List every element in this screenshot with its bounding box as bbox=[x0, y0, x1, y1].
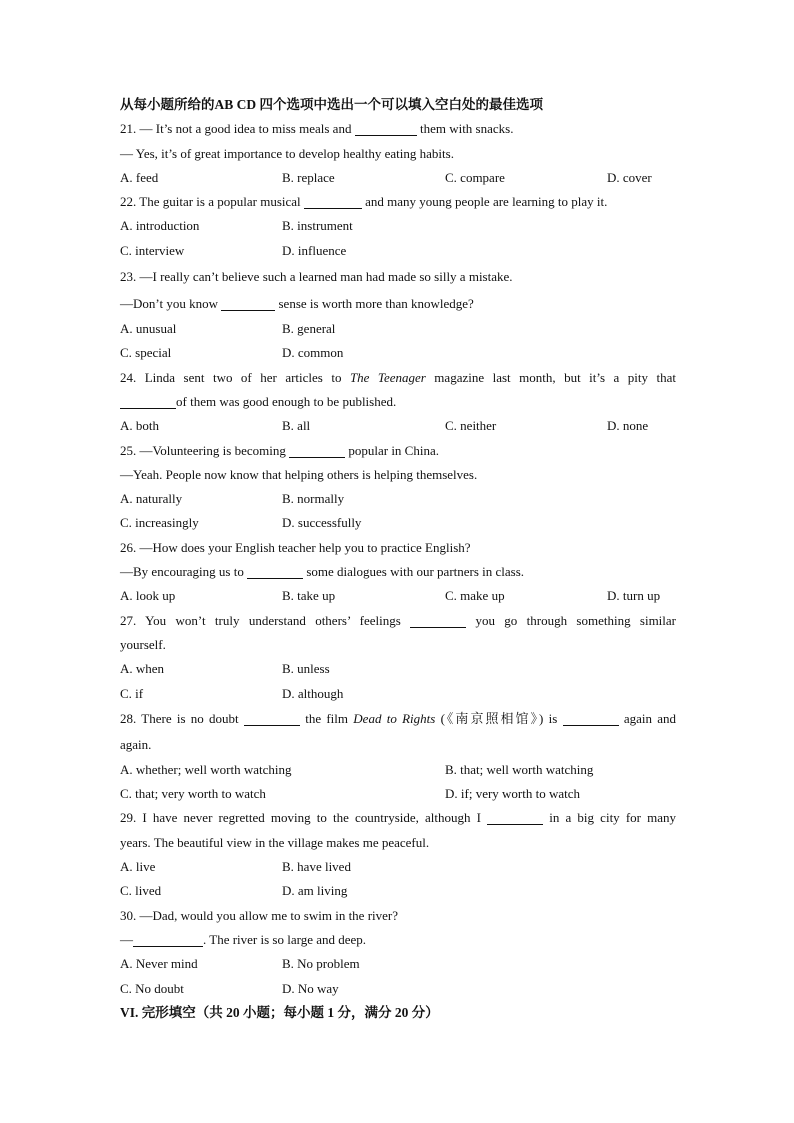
question-30-reply: — . The river is so large and deep. bbox=[120, 931, 367, 947]
option-d: D. No way bbox=[282, 980, 339, 996]
question-29-options-row2 bbox=[120, 879, 676, 903]
exam-page bbox=[120, 93, 676, 1025]
question-28-stem-cont: again. bbox=[120, 736, 152, 752]
option-a: A. feed bbox=[120, 169, 159, 185]
option-c: C. increasingly bbox=[120, 515, 199, 531]
section-title: VI. 完形填空（共 20 小题；每小题 1 分，满分 20 分） bbox=[120, 1004, 439, 1020]
option-a: A. whether; well worth watching bbox=[120, 761, 292, 777]
option-a: A. both bbox=[120, 418, 159, 434]
answer-blank bbox=[487, 810, 543, 825]
option-d: D. although bbox=[282, 685, 344, 701]
question-22-stem: 22. The guitar is a popular musical and many young people are learning to play it. bbox=[120, 194, 608, 210]
option-b: B. take up bbox=[282, 588, 336, 604]
question-23-reply: —Don’t you know sense is worth more than knowledge? bbox=[120, 296, 474, 312]
question-29-options-row1 bbox=[120, 855, 676, 879]
option-d: D. common bbox=[282, 345, 344, 361]
option-b: B. general bbox=[282, 321, 336, 337]
question-27-options-row1 bbox=[120, 657, 676, 681]
question-28-options-row2 bbox=[120, 782, 676, 806]
option-c: C. No doubt bbox=[120, 980, 184, 996]
option-a: A. naturally bbox=[120, 491, 183, 507]
question-28-options-row1 bbox=[120, 758, 676, 782]
question-27-stem: 27. You won’t truly understand others’ feelings you go through something similar bbox=[120, 612, 676, 628]
option-c: C. compare bbox=[445, 169, 505, 185]
question-24-stem-cont: of them was good enough to be published. bbox=[120, 390, 676, 414]
option-a: A. introduction bbox=[120, 218, 200, 234]
option-d: D. cover bbox=[607, 169, 652, 185]
option-a: A. when bbox=[120, 661, 165, 677]
question-28-stem: 28. There is no doubt the film Dead to Rights (《南京照相馆》) is again and bbox=[120, 710, 677, 726]
option-b: B. that; well worth watching bbox=[445, 761, 594, 777]
question-30-options-row1 bbox=[120, 952, 676, 976]
question-25-reply: —Yeah. People now know that helping others is helping themselves. bbox=[120, 466, 478, 482]
option-d: D. turn up bbox=[607, 588, 661, 604]
question-26-reply: —By encouraging us to some dialogues with our partners in class. bbox=[120, 564, 525, 580]
option-c: C. special bbox=[120, 345, 172, 361]
question-24-options bbox=[120, 414, 676, 438]
option-b: B. normally bbox=[282, 491, 345, 507]
question-23-options-row2 bbox=[120, 341, 676, 365]
question-26-options bbox=[120, 584, 676, 608]
section-instruction: 从每小题所给的AB CD 四个选项中选出一个可以填入空白处的最佳选项 bbox=[120, 97, 544, 112]
option-b: B. instrument bbox=[282, 218, 353, 234]
option-c: C. if bbox=[120, 685, 144, 701]
answer-blank bbox=[221, 296, 275, 311]
answer-blank bbox=[563, 711, 619, 726]
question-21-stem: 21. — It’s not a good idea to miss meals and them with snacks. bbox=[120, 121, 514, 137]
question-25-stem: 25. —Volunteering is becoming popular in China. bbox=[120, 442, 439, 458]
option-c: C. that; very worth to watch bbox=[120, 786, 266, 802]
option-d: D. successfully bbox=[282, 515, 362, 531]
question-21-reply: — Yes, it’s of great importance to develop healthy eating habits. bbox=[120, 145, 454, 161]
option-d: D. if; very worth to watch bbox=[445, 786, 581, 802]
question-27-stem-cont: yourself. bbox=[120, 636, 166, 652]
option-c: C. lived bbox=[120, 883, 162, 899]
option-d: D. influence bbox=[282, 242, 347, 258]
question-30-options-row2 bbox=[120, 977, 676, 1001]
question-29-stem: 29. I have never regretted moving to the countryside, although I in a big city for many bbox=[120, 810, 676, 826]
option-b: B. unless bbox=[282, 661, 330, 677]
option-c: C. make up bbox=[445, 588, 505, 604]
question-25-options-row2 bbox=[120, 511, 676, 535]
option-c: C. interview bbox=[120, 242, 185, 258]
question-25-options-row1 bbox=[120, 487, 676, 511]
answer-blank bbox=[133, 932, 203, 947]
option-c: C. neither bbox=[445, 418, 497, 434]
question-30-stem: 30. —Dad, would you allow me to swim in the river? bbox=[120, 907, 399, 923]
answer-blank bbox=[304, 194, 362, 209]
answer-blank bbox=[289, 443, 345, 458]
question-29-stem-cont: years. The beautiful view in the village makes me peaceful. bbox=[120, 834, 430, 850]
option-b: B. all bbox=[282, 418, 311, 434]
question-22-options-row2 bbox=[120, 239, 676, 263]
option-a: A. live bbox=[120, 859, 156, 875]
option-a: A. Never mind bbox=[120, 956, 198, 972]
answer-blank bbox=[247, 564, 303, 579]
question-23-stem: 23. —I really can’t believe such a learned man had made so silly a mistake. bbox=[120, 269, 513, 285]
answer-blank bbox=[120, 394, 176, 409]
option-b: B. have lived bbox=[282, 859, 351, 875]
option-d: D. am living bbox=[282, 883, 348, 899]
option-b: B. replace bbox=[282, 169, 335, 185]
question-26-stem: 26. —How does your English teacher help you to practice English? bbox=[120, 539, 471, 555]
option-a: A. look up bbox=[120, 588, 176, 604]
question-22-options-row1 bbox=[120, 214, 676, 238]
option-a: A. unusual bbox=[120, 321, 177, 337]
question-27-options-row2 bbox=[120, 682, 676, 706]
option-b: B. No problem bbox=[282, 956, 360, 972]
answer-blank bbox=[410, 613, 466, 628]
question-23-options-row1 bbox=[120, 317, 676, 341]
question-21-options bbox=[120, 166, 676, 190]
option-d: D. none bbox=[607, 418, 649, 434]
answer-blank bbox=[355, 121, 417, 136]
answer-blank bbox=[244, 711, 300, 726]
question-24-stem: 24. Linda sent two of her articles to The Teenager magazine last month, but it’s a pity that bbox=[120, 369, 676, 385]
